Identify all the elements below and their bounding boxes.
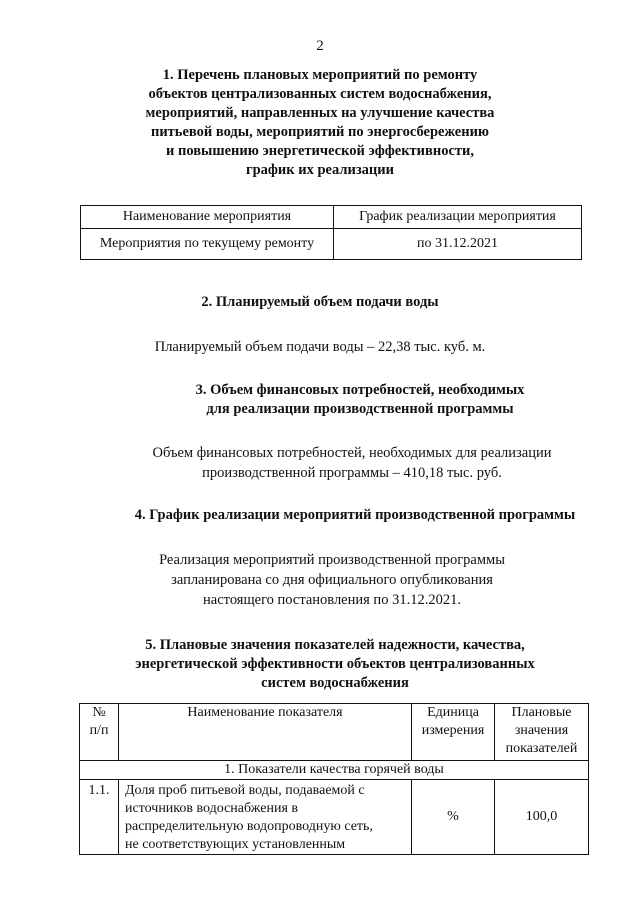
header-unit-line: измерения <box>421 723 485 738</box>
section-1-title-line: питьевой воды, мероприятий по энергосбережению <box>150 124 490 140</box>
row-desc-line: распределительную водопроводную сеть, <box>125 819 373 834</box>
header-unit-cell <box>412 704 495 761</box>
section-4-title: 4. График реализации мероприятий производственной программы <box>134 507 576 523</box>
section-3-text <box>32 443 640 483</box>
section-5-title-line: энергетической эффективности объектов централизованных <box>135 656 535 672</box>
row-desc-line: Доля проб питьевой воды, подаваемой с <box>125 783 365 798</box>
header-num-line: п/п <box>89 723 109 738</box>
header-num-line: № <box>92 705 106 720</box>
table-row <box>81 229 582 260</box>
section-1-title-line: график их реализации <box>245 162 394 178</box>
table-header-cell: График реализации мероприятия <box>334 206 582 229</box>
table-cell: Мероприятия по текущему ремонту <box>81 229 334 260</box>
header-name-cell: Наименование показателя <box>119 704 412 761</box>
table-header-cell: Наименование мероприятия <box>81 206 334 229</box>
section-2-text: Планируемый объем подачи воды – 22,38 тыс. куб. м. <box>154 339 486 355</box>
section-3-title-line: 3. Объем финансовых потребностей, необходимых <box>195 382 525 398</box>
section-1-title-line: и повышению энергетической эффективности, <box>166 143 474 159</box>
section-row-label: 1. Показатели качества горячей воды <box>80 761 589 780</box>
section-1-title-line: объектов централизованных систем водоснабжения, <box>148 86 492 102</box>
row-value-cell: 100,0 <box>495 780 589 855</box>
table-cell: по 31.12.2021 <box>334 229 582 260</box>
section-5-title-line: систем водоснабжения <box>261 675 409 691</box>
header-plan-cell <box>495 704 589 761</box>
table-header-row <box>81 206 582 229</box>
row-desc-cell <box>119 780 412 855</box>
header-plan-line: показателей <box>505 741 578 756</box>
indicators-table <box>79 703 589 855</box>
section-4-text-line: запланирована со дня официального опубликования <box>171 572 493 588</box>
section-5-title <box>15 636 640 693</box>
table-row <box>80 780 589 855</box>
section-2-title: 2. Планируемый объем подачи воды <box>201 294 439 310</box>
header-num-cell <box>80 704 119 761</box>
section-3-text-line: производственной программы – 410,18 тыс. руб. <box>202 465 502 481</box>
header-plan-line: Плановые <box>511 705 572 720</box>
page-number: 2 <box>316 38 324 54</box>
section-1-title-line: 1. Перечень плановых мероприятий по ремонту <box>162 67 478 83</box>
section-1-title-line: мероприятий, направленных на улучшение качества <box>145 105 495 121</box>
table-section-row <box>80 761 589 780</box>
section-3-title-line: для реализации производственной программы <box>206 401 514 417</box>
section-4-text-line: Реализация мероприятий производственной программы <box>159 552 505 568</box>
header-unit-line: Единица <box>427 705 479 720</box>
table-header-row <box>80 704 589 761</box>
section-4-text-line: настоящего постановления по 31.12.2021. <box>203 592 461 608</box>
section-1-title <box>0 66 640 180</box>
section-5-title-line: 5. Плановые значения показателей надежности, качества, <box>145 637 525 653</box>
section-4-text <box>12 550 640 610</box>
row-num-cell: 1.1. <box>80 780 119 855</box>
section-3-title <box>40 381 640 419</box>
activities-table <box>80 205 582 260</box>
header-plan-line: значения <box>514 723 569 738</box>
row-desc-line: не соответствующих установленным <box>125 837 346 852</box>
row-desc-line: источников водоснабжения в <box>125 801 299 816</box>
section-3-text-line: Объем финансовых потребностей, необходимых для реализации <box>152 445 552 461</box>
row-unit-cell: % <box>412 780 495 855</box>
